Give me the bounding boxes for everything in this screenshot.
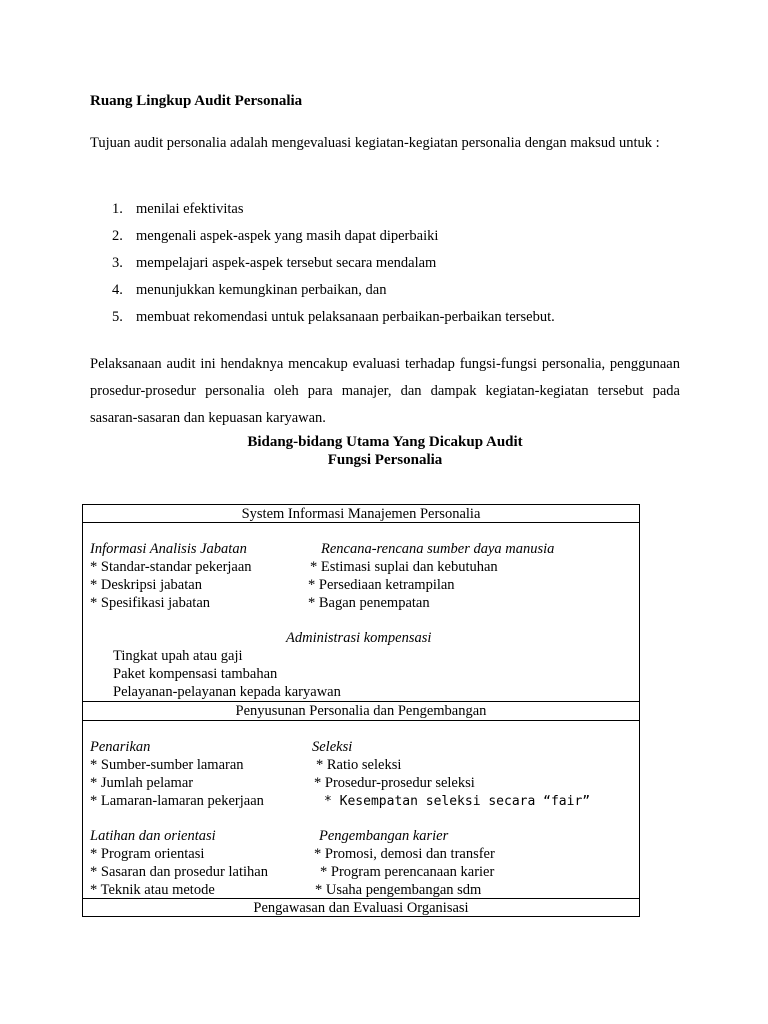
subsection-heading: Administrasi kompensasi [286, 630, 432, 646]
table-item: * Program orientasi [90, 846, 205, 862]
table-item: * Ratio seleksi [316, 757, 402, 773]
table-title-line-2: Fungsi Personalia [327, 452, 443, 468]
table-item: * Program perencanaan karier [320, 864, 495, 880]
subsection-heading: Latihan dan orientasi [90, 828, 216, 844]
table-item: * Sumber-sumber lamaran [90, 757, 244, 773]
section-header-staffing: Penyusunan Personalia dan Pengembangan [235, 703, 487, 719]
table-divider [82, 720, 640, 721]
table-item: * Teknik atau metode [90, 882, 215, 898]
table-item: * Sasaran dan prosedur latihan [90, 864, 268, 880]
table-item: * Lamaran-lamaran pekerjaan [90, 793, 264, 809]
subsection-heading: Rencana-rencana sumber daya manusia [321, 541, 555, 557]
table-item: Pelayanan-pelayanan kepada karyawan [113, 684, 341, 700]
subsection-heading: Pengembangan karier [319, 828, 449, 844]
section-header-sim: System Informasi Manajemen Personalia [241, 506, 481, 522]
table-item: * Estimasi suplai dan kebutuhan [310, 559, 498, 575]
subsection-heading: Informasi Analisis Jabatan [90, 541, 247, 557]
page-title: Ruang Lingkup Audit Personalia [90, 93, 303, 109]
list-item: 1. menilai efektivitas [112, 201, 244, 217]
table-item: * Persediaan ketrampilan [308, 577, 455, 593]
table-item: * Usaha pengembangan sdm [315, 882, 482, 898]
table-item: * Jumlah pelamar [90, 775, 194, 791]
table-item: * Prosedur-prosedur seleksi [314, 775, 475, 791]
table-item: Paket kompensasi tambahan [113, 666, 278, 682]
intro-text: Tujuan audit personalia adalah mengevaluasi kegiatan-kegiatan personalia dengan maksud untuk : [90, 135, 660, 151]
table-item: * Bagan penempatan [308, 595, 430, 611]
subsection-heading: Penarikan [90, 739, 151, 755]
table-item: * Deskripsi jabatan [90, 577, 202, 593]
table-item: * Kesempatan seleksi secara “fair” [324, 794, 591, 809]
list-item: 2. mengenali aspek-aspek yang masih dapat diperbaiki [112, 228, 439, 244]
table-item: * Standar-standar pekerjaan [90, 559, 252, 575]
table-divider [82, 701, 640, 702]
list-item: 4. menunjukkan kemungkinan perbaikan, dan [112, 282, 387, 298]
table-item: * Promosi, demosi dan transfer [314, 846, 495, 862]
body-paragraph: Pelaksanaan audit ini hendaknya mencakup evaluasi terhadap fungsi-fungsi personalia, penggunaan prosedur-prosedur personalia oleh para manajer, dan dampak kegiatan-kegiatan tersebut pada sasaran-sasaran dan kepuasan karyawan. [90, 356, 680, 426]
subsection-heading: Seleksi [312, 739, 353, 755]
table-item: Tingkat upah atau gaji [113, 648, 243, 664]
list-item: 3. mempelajari aspek-aspek tersebut secara mendalam [112, 255, 437, 271]
section-header-evaluation: Pengawasan dan Evaluasi Organisasi [253, 900, 469, 916]
list-item: 5. membuat rekomendasi untuk pelaksanaan perbaikan-perbaikan tersebut. [112, 309, 555, 325]
table-item: * Spesifikasi jabatan [90, 595, 211, 611]
table-title-line-1: Bidang-bidang Utama Yang Dicakup Audit [247, 434, 523, 450]
